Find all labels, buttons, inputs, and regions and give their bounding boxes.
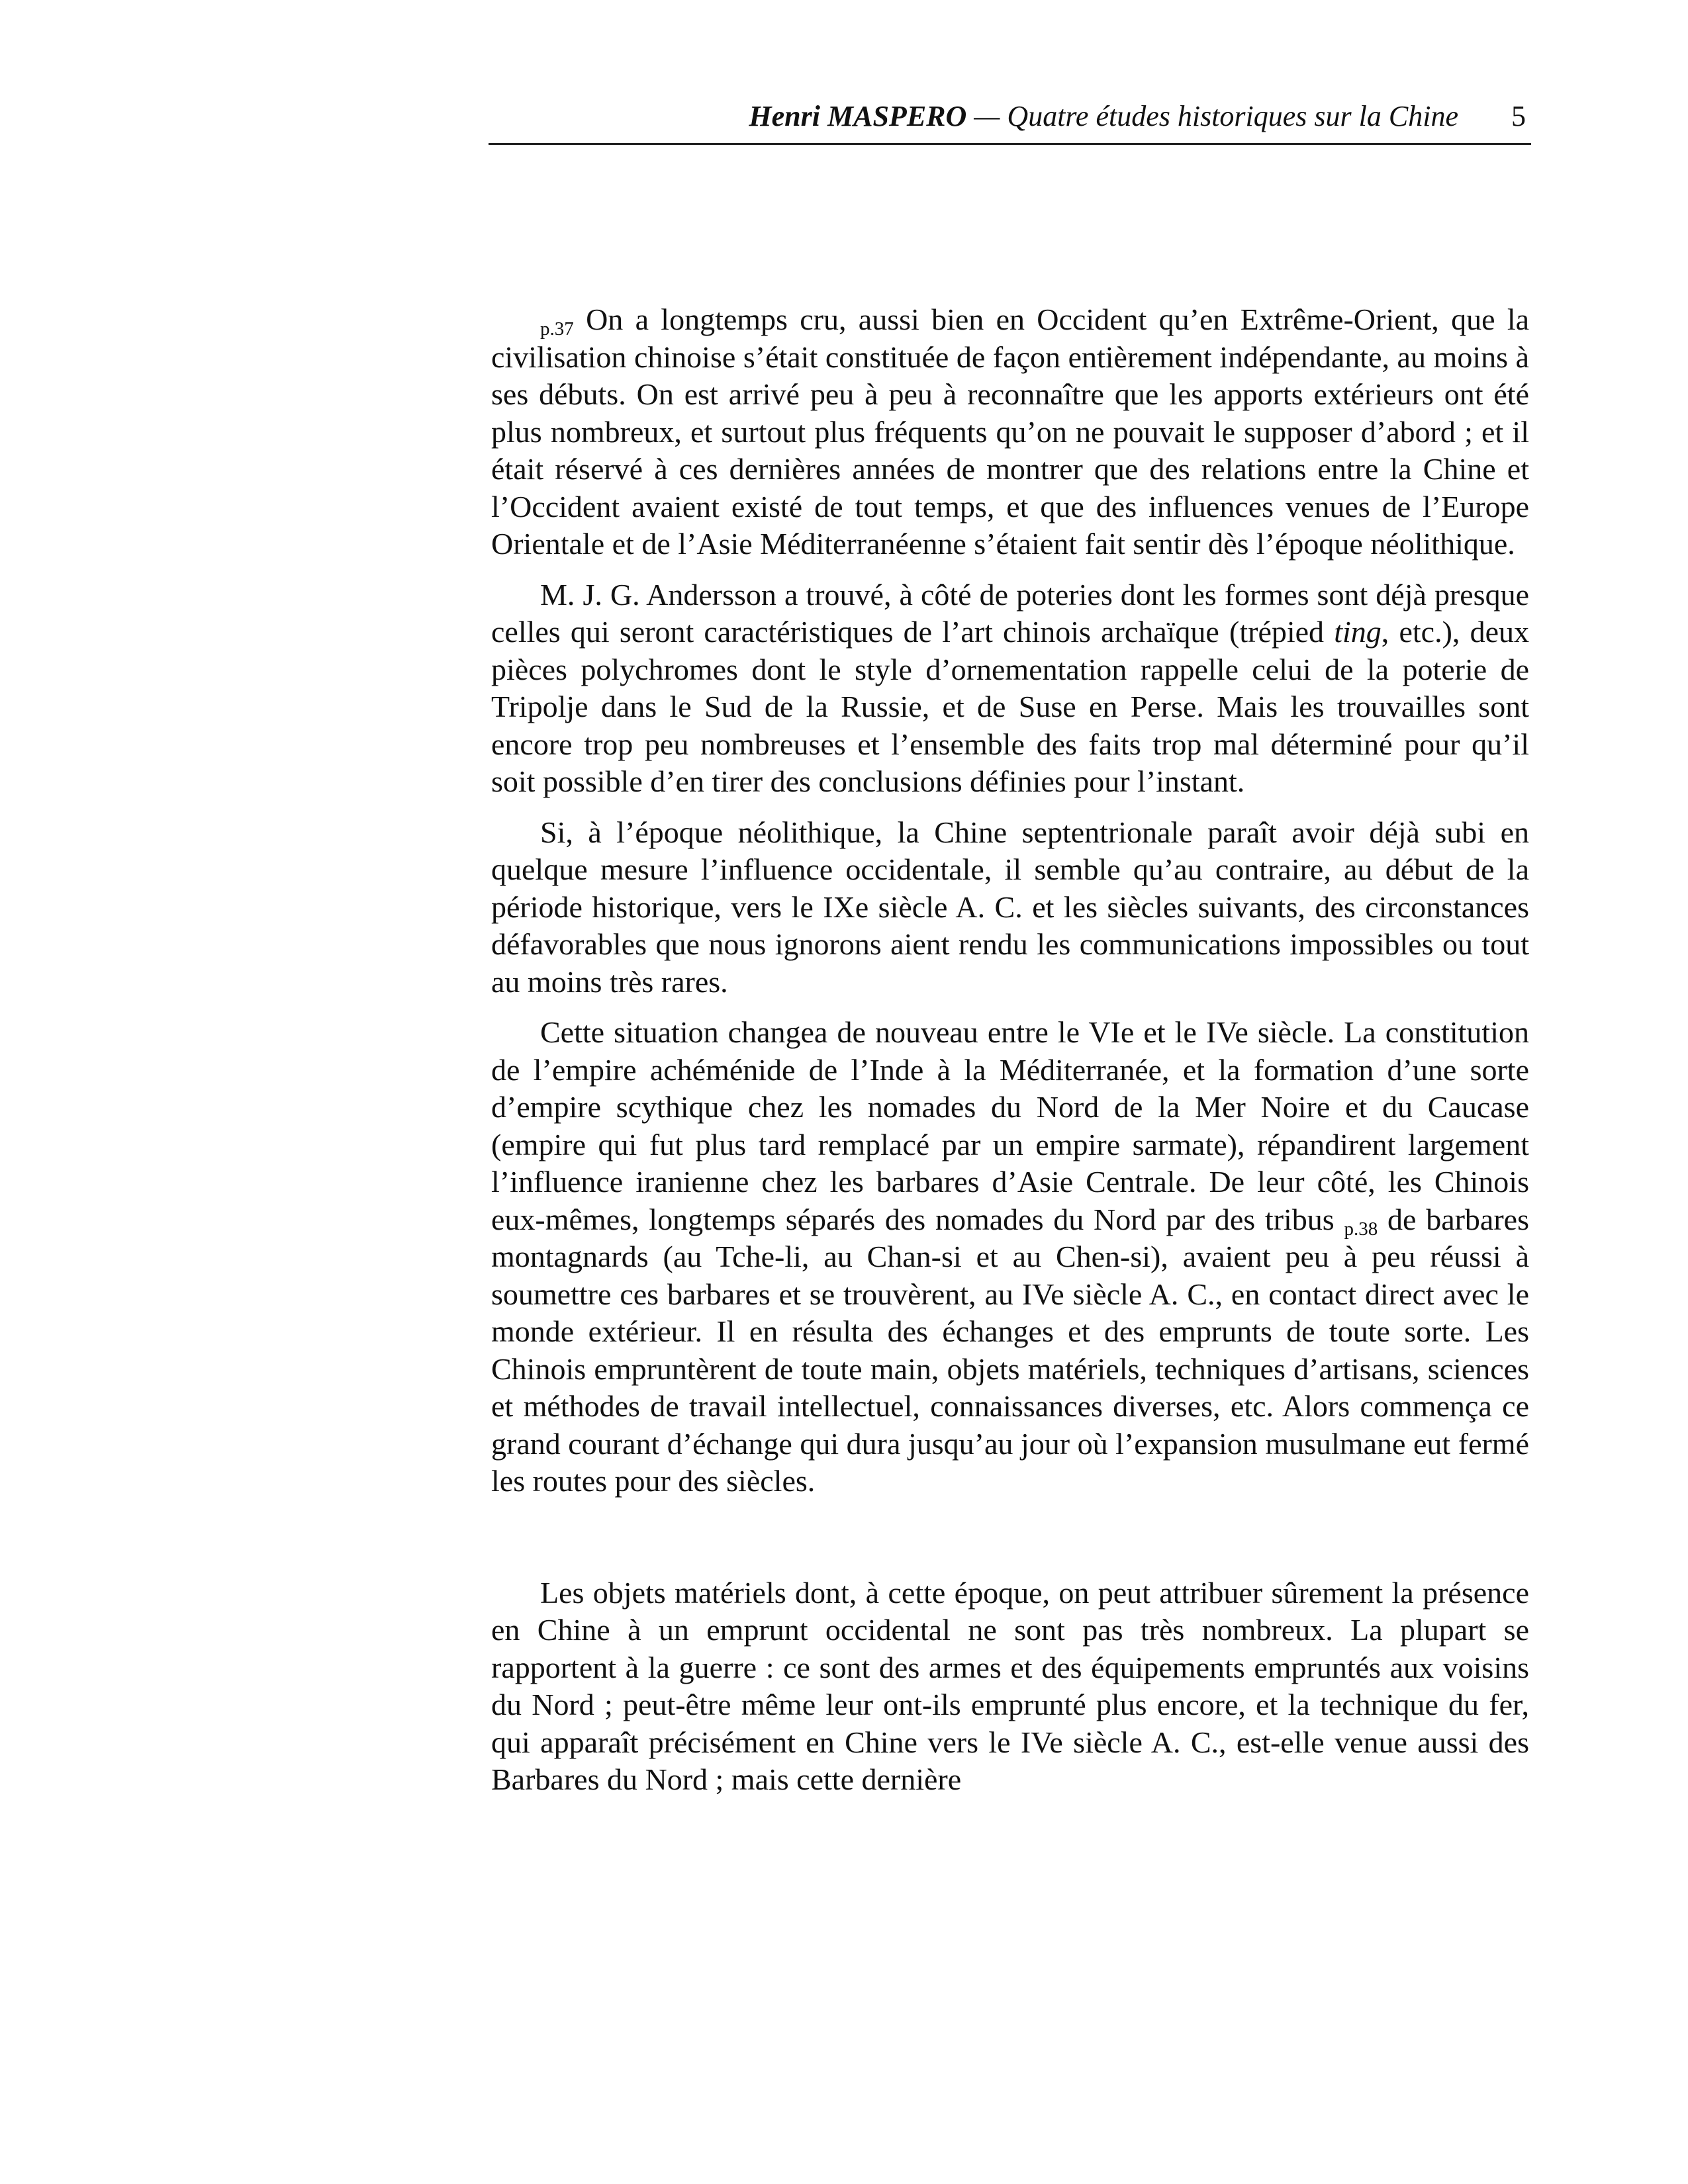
body-text <box>491 301 1529 1812</box>
page-ref-marker: p.38 <box>1344 1218 1378 1240</box>
paragraph-text: Cette situation changea de nouveau entre le VIe et le IVe siècle. La constitution de l’empire achéménide de l’Inde à la Méditerranée, et la formation d’une sorte d’empire scythique chez les nomades du Nord de la Mer Noire et du Caucase (empire qui fut plus tard remplacé par un empire sarmate), répandirent largement l’influence iranienne chez les barbares d’Asie Centrale. De leur côté, les Chinois eux-mêmes, longtemps séparés des nomades du Nord par des tribus <box>491 1015 1529 1236</box>
header-author: Henri MASPERO <box>749 100 967 132</box>
paragraph-5 <box>491 1574 1529 1799</box>
paragraph-text: de barbares montagnards (au Tche-li, au Chan-si et au Chen-si), avaient peu à peu réussi à soumettre ces barbares et se trouvèrent, au IVe siècle A. C., en contact direct avec le monde extérieur. Il en résulta des échanges et des emprunts de toute sorte. Les Chinois empruntèrent de toute main, objets matériels, techniques d’artisans, sciences et méthodes de travail intellectuel, connaissances diverses, etc. Alors commença ce grand courant d’échange qui dura jusqu’au jour où l’expansion musulmane eut fermé les routes pour des siècles. <box>491 1202 1529 1498</box>
paragraph-4 <box>491 1014 1529 1500</box>
header-book-title: Quatre études historiques sur la Chine <box>1007 100 1458 132</box>
running-header <box>489 99 1531 145</box>
paragraph-text: , etc.), deux pièces polychromes dont le style d’ornementation rappelle celui de la poterie de Tripolje dans le Sud de la Russie, et de Suse en Perse. Mais les trouvailles sont encore trop peu nombreuses et l’ensemble des faits trop mal déterminé pour qu’il soit possible d’en tirer des conclusions définies pour l’instant. <box>491 615 1529 798</box>
paragraph-1 <box>491 301 1529 563</box>
paragraph-text: Les objets matériels dont, à cette époque, on peut attribuer sûrement la présence en Chine à un emprunt occidental ne sont pas très nombreux. La plupart se rapportent à la guerre : ce sont des armes et des équipements empruntés aux voisins du Nord ; peut-être même leur ont-ils emprunté plus encore, et la technique du fer, qui apparaît précisément en Chine vers le IVe siècle A. C., est-elle venue aussi des Barbares du Nord ; mais cette dernière <box>491 1575 1529 1796</box>
header-title-line <box>749 99 1458 133</box>
paragraph-text: M. J. G. Andersson a trouvé, à côté de poteries dont les formes sont déjà presque celles qui seront caractéristiques de l’art chinois archaïque (trépied <box>491 577 1529 649</box>
page-ref-marker: p.37 <box>540 318 574 340</box>
paragraph-text: Si, à l’époque néolithique, la Chine septentrionale paraît avoir déjà subi en quelque mesure l’influence occidentale, il semble qu’au contraire, au début de la période historique, vers le IXe siècle A. C. et les siècles suivants, des circonstances défavorables que nous ignorons aient rendu les communications impossibles ou tout au moins très rares. <box>491 815 1529 999</box>
italic-term: ting <box>1334 615 1382 649</box>
page-number: 5 <box>1511 100 1526 132</box>
header-separator: — <box>966 100 1008 132</box>
paragraph-text: On a longtemps cru, aussi bien en Occident qu’en Extrême-Orient, que la civilisation chinoise s’était constituée de façon entièrement indépendante, au moins à ses débuts. On est arrivé peu à peu à reconnaître que les apports extérieurs ont été plus nombreux, et surtout plus fréquents qu’on ne pouvait le supposer d’abord ; et il était réservé à ces dernières années de montrer que des relations entre la Chine et l’Occident avaient existé de tout temps, et que des influences venues de l’Europe Orientale et de l’Asie Méditerranéenne s’étaient fait sentir dès l’époque néolithique. <box>491 302 1530 561</box>
paragraph-2 <box>491 576 1529 801</box>
paragraph-3 <box>491 814 1529 1001</box>
